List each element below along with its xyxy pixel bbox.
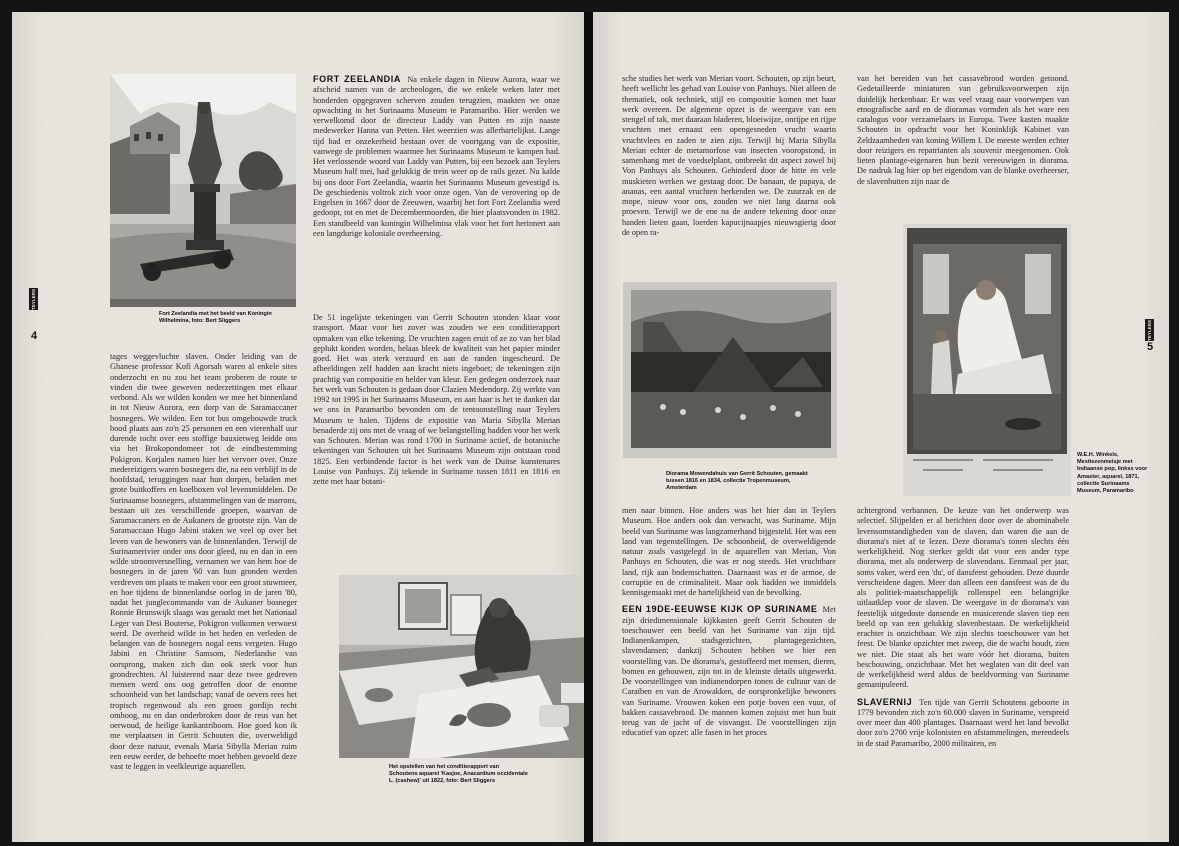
left-column-b-text: De 51 ingelijste tekeningen van Gerrit Schouten stonden klaar voor transport. Maar voor het zover was zouden we een conditierapport opmaken van elke tekening. De vruchten zagen eruit of ze zo van het blad geplukt konden worden, helaas bleek de kwaliteit van het papier minder goed. Het was sterk verzuurd en aan de randen ingescheurd. De afbeeldingen zelf hadden aan kracht niets ingeboet; de tekeningen zijn prachtig van compositie en helder van kleur. Een gedegen onderzoek naar het werk van Schouten is gedaan door Clazien Medendorp. Zij werkte van 1992 tot 1995 in het Surinaams Museum, en aan haar is het te danken dat we ons in Paramaribo bevonden om de tentoonstelling naar Teylers Museum te halen. Tijdens de expositie van Maria Sibylla Merian benaderde zij ons met de vraag of we belangstelling hadden voor het werk van Schouten. Merian was rond 1700 in Suriname actief, de botanische tekeningen van Schouten uit het Surinaams Museum zijn ontstaan rond 1825. Een verbindende factor is het werk van de Duitse kunstenares Louise von Panhuys. Zij tekende in Suriname tussen 1811 en 1816 en zette met haar botani- bbox=[313, 313, 560, 486]
right-column-a-bottom bbox=[622, 506, 836, 739]
diorama-caption: Diorama Mowendahuis van Gerrit Schouten, gemaakt tussen 1816 en 1834, collectie Tropenmuseum, Amsterdam bbox=[666, 471, 808, 492]
heading-slavernij: SLAVERNIJ bbox=[857, 696, 913, 707]
heading-19de-eeuw: EEN 19DE-EEUWSE KIJK OP SURINAME bbox=[622, 604, 818, 615]
left-page bbox=[12, 12, 584, 842]
fort-zeelandia-section bbox=[313, 74, 560, 239]
winkels-painting bbox=[903, 224, 1071, 496]
right-column-b-top bbox=[857, 74, 1069, 187]
fort-zeelandia-photo bbox=[110, 74, 296, 307]
winkels-caption: W.E.H. Winkels, Mestiezenmeisje met Indiaanse pop, linkss voor Amaster, aquarel, 1871, collectie Surinaams Museum, Paramaribo bbox=[1077, 452, 1148, 495]
right-column-a-top bbox=[622, 74, 836, 238]
right-column-b-top-text: van het bereiden van het cassavebrood worden getoond. Gedetailleerde miniaturen van gebruiksvoorwerpen zijn duidelijk herkenbaar. Er was veel vraag naar voorwerpen van etnografische aard en de dioramas vormden als het ware een catalogus voor verzamelaars in Europa. Twee kasten maakte Schouten in opdracht voor het Koninklijk Kabinet van Zeldzaamheden van koning Willem I. De meeste werden echter door reizigers en repatrianten als souvenir meegenomen. Ook lieten plantage-eigenaren hun bezit vereeuwigen in diorama. De nadruk lag hier op het eigendom van de blanke overheerser, de slavenhutten zijn naar de bbox=[857, 74, 1069, 186]
right-column-b-bottom bbox=[857, 506, 1069, 749]
right-column-a-bottom-text: men naar binnen. Hoe anders was het hier dan in Teylers Museum. Hoe anders ook dan verwacht, was Suriname. Mijn beeld van Suriname was langzamerhand bijgesteld. Het was een land van tegenstellingen. De schoonheid, de overweldigende natuur zoals vastgelegd in de aquarellen van Merian, Von Panhuys en Schouten, die was er nog steeds. Het vruchtbare land, rijk aan bodemschatten. Daarnaast was er de armoe, de corruptie en de criminaliteit. Maar ook hadden we inmiddels kennisgemaakt met de hartelijkheid van de bevolking. bbox=[622, 506, 836, 597]
left-column-b bbox=[313, 313, 560, 487]
right-column-a-top-text: sche studies het werk van Merian voort. Schouten, op zijn beurt, heeft wellicht les gehad van Louise von Panhuys. Niet alleen de thematiek, ook techniek, stijl en compositie komen met haar werk overeen. De algemene opzet is de weergave van een stengel of tak, met daaraan bladeren, bloeiwijze, onrijpe en rijpe vruchten met ernaast een opengesneden vrucht waarin vruchtvlees en zaden te zien zijn. Terwijl bij Maria Sibylla Merian echter de metamorfose van insecten vooropstond, in samenhang met de voedselplant, ontbreekt dit aspect zowel bij Von Panhuys als Schouten. Gehinderd door de hitte en vele muskieten werken we gestaag door. De banaan, de papaya, de ananas, een aantal vruchten herkenden we. De zuurzak en de mope, nieuw voor ons, zouden we niet lang daarna ook proeven. Terwijl we de ene na de andere tekening door onze handen lieten gaan, loerden kapucijnaapjes nieuwsgierig door de open ra- bbox=[622, 74, 836, 237]
right-page bbox=[593, 12, 1169, 842]
spine-gutter bbox=[584, 12, 593, 842]
left-column-a bbox=[110, 352, 297, 772]
text-19de-eeuw: Met zijn driedimensionale kijkkasten geeft Gerrit Schouten de toeschouwer een beeld van het Suriname van zijn tijd. Indianenkampen, stadsgezichten, plantagegezichten, slavendansen; dankzij Schouten hebben we hier een voorstelling van. De diorama's, gestoffeerd met mensen, dieren, bomen en gebouwen, zijn tot in de kleinste details uitgewerkt. De voorstellingen van indianendorpen tonen de cultuur van de Caraïben en van de Arowakken, de oorspronkelijke bewoners van Suriname. Vrouwen koken een potje boven een vuur, of bakken cassavebrood. De mannen komen zojuist met hun buit terug van de jacht of de visvangst. De voorstellingen zijn educatief van opzet: alle fasen in het proces bbox=[622, 605, 836, 738]
condition-report-caption: Het opstellen van het conditierapport van Schoutens aquarel 'Kasjoe, Anacardium occidentale L. (cashew)' uit 1822, foto: Bert Sliggers bbox=[389, 764, 528, 785]
page-number: 4 bbox=[31, 330, 38, 342]
teylers-logo-tab: TEYLERS bbox=[31, 288, 36, 310]
fort-zeelandia-text: Na enkele dagen in Nieuw Aurora, waar we afscheid namen van de archeologen, die we enkele weken later met honderden opgegraven scherven zouden terugzien, maakten we onze opwachting in het Surinaams Museum te Paramaribo. Hier werden we verwelkomd door de directeur Laddy van Putten en zijn naaste medewerker Hanna van Petten. Het weerzien was allerhartelijkst. Lange tijd had er onzekerheid bestaan over de voortgang van de expositie, vanwege de problemen waarmee het Surinaams Museum te kampen had. Het verlossende woord van Laddy van Putten, bij een bezoek aan Teylers Museum half mei, had gelukkig de trein weer op de rails gezet. Nu kalde bij ons door Fort Zeelandia, waarin het Surinaams Museum gevestigd is. De geschiedenis voltrok zich voor onze ogen. Van de verovering op de Engelsen in 1667 door de Zeeuwen, waarbij het fort Fort Zeelandia werd gedoopt, tot en met de Decembermoorden, die hier plaatsvonden in 1982. Een standbeeld van koningin Wilhelmina vlak voor het fort herinnert aan een langdurige koloniale overheersing. bbox=[313, 75, 560, 238]
left-column-a-text: tages weggevluchte slaven. Onder leiding van de Ghanese professor Kofi Agorsah waren al enkele sites onderzocht en nu zou het team proberen de route te vinden die twee geweven nederzettingen met elkaar verbond. Als we wilden konden we mee het binnenland in tot Nieuw Aurora, een dorp van de Saramaccaner bosnegers. We wilden. Een tot bus omgebouwde truck bood plaats aan zo'n 25 personen en een vierenhalf uur durende tocht over een stoffige bauxietweg leidde ons via het Brokopondomeer tot de eindbestemming Pokigron. Korjalen namen hier het vervoer over. Onze medereizigers waren bosnegers die, na een verblijf in de hoofdstad, teruggingen naar hun dorpen, beladen met grote buitkoffers en koelboxen vol levensmiddelen. De Surinaamse bosnegers, afstammelingen van de marrons, bestaan uit zes verschillende groepen, waarvan de Saramaccaners en de Aukaners de grootste zijn. Van de Saramaccaan Hugo Jabini staken we veel op over het leven van de bewoners van de binnenlanden. Terwijl de Surinamerivier onder ons door gleed, nu en dan in een wilde stroomversnelling, vernamen we van hem hoe de bosnegers in de jaren '60 van hun gronden werden verdreven om plaats te maken voor een groot stuwmeer, en hoe tijdens de binnenlandse oorlog in de jaren '80, nadat het junglecommando van de Aukaner bosneger Ronnie Brunswijk slaags was geraakt met het Nationaal Leger van Desi Bouterse, Pokigron volkomen verwoest werd. De overheid wilde in het heden en verleden de belangen van de bosnegers nogal eens vergeten. Hugo Jabini en Christine Samsom, Nederlandse van oorsprong, maken zich dan ook sterk voor hun grondrechten. Al luisterend naar deze twee gedreven mensen werd ons oog getroffen door de enorme schoonheid van het landschap; vanaf de oevers rees het tropisch regenwoud als een groen gordijn recht omhoog, nu en dan onderbroken door de reus van het oerwoud, de heilige kankantriboom. Hoe goed kon ik me verplaatsen in Gerrit Schouten die, overweldigd door deze natuur, evenals Maria Sibylla Merian ruim een eeuw eerder, de behoefte moet hebben gevoeld deze vast te leggen in veelkleurige aquarellen. bbox=[110, 352, 297, 771]
fort-photo-caption: Fort Zeelandia met het beeld van Koningin Wilhelmina, foto: Bert Sliggers bbox=[159, 311, 272, 325]
page-number-right: 5 bbox=[1147, 341, 1154, 353]
condition-report-photo bbox=[339, 575, 584, 758]
right-column-b-bottom-text: achtergrond verbannen. De keuze van het onderwerp was selectief. Slijpelden er al berichten door over de abominabele levensomstandigheden van de slaven, dan waren die aan de diorama's niet af te lezen. Deze diorama's tonen slechts één werkelijkheid. Nog sterker geldt dat voor een ander type diorama, met als onderwerp de slavendans. Eenmaal per jaar, soms vaker, werd een 'du', of dansfeest gehouden. Deze duurde verscheidene dagen. Meer dan alleen een dansfeest was de du als politiek-maatschappelijk rollenspel een belangrijke uitlaatklep voor de slaven. De weergave in de diorama's van feestelijk uitgedoste dansende en musicerende slaven tiep een beeld op van een gelukkig slavenbestaan. De werkelijkheid erachter is onzichtbaar. We zijn slechts toeschouwer van het feest. De blanke opzichter met zweep, die de wacht houdt, zien we niet. Die staat als het ware vóór het diorama, buiten beschouwing, onzichtbaar. Met het weglaten van dit deel van de werkelijkheid werd aldus de beeldvorming van Suriname gemanipuleerd. bbox=[857, 506, 1069, 690]
teylers-logo-tab-right: TEYLERS bbox=[1147, 319, 1152, 341]
diorama-photo bbox=[623, 282, 837, 458]
text-slavernij: Ten tijde van Gerrit Schoutens geboorte in 1779 bevonden zich zo'n 60.000 slaven in Suriname, verspreid over meer dan 400 plantages. Daarnaast werd het land bevolkt door zo'n 2700 vrije kolonisten en afstammelingen, merendeels in de stad Paramaribo, 2000 militairen, en bbox=[857, 697, 1070, 748]
fort-zeelandia-heading: FORT ZEELANDIA bbox=[313, 74, 401, 84]
